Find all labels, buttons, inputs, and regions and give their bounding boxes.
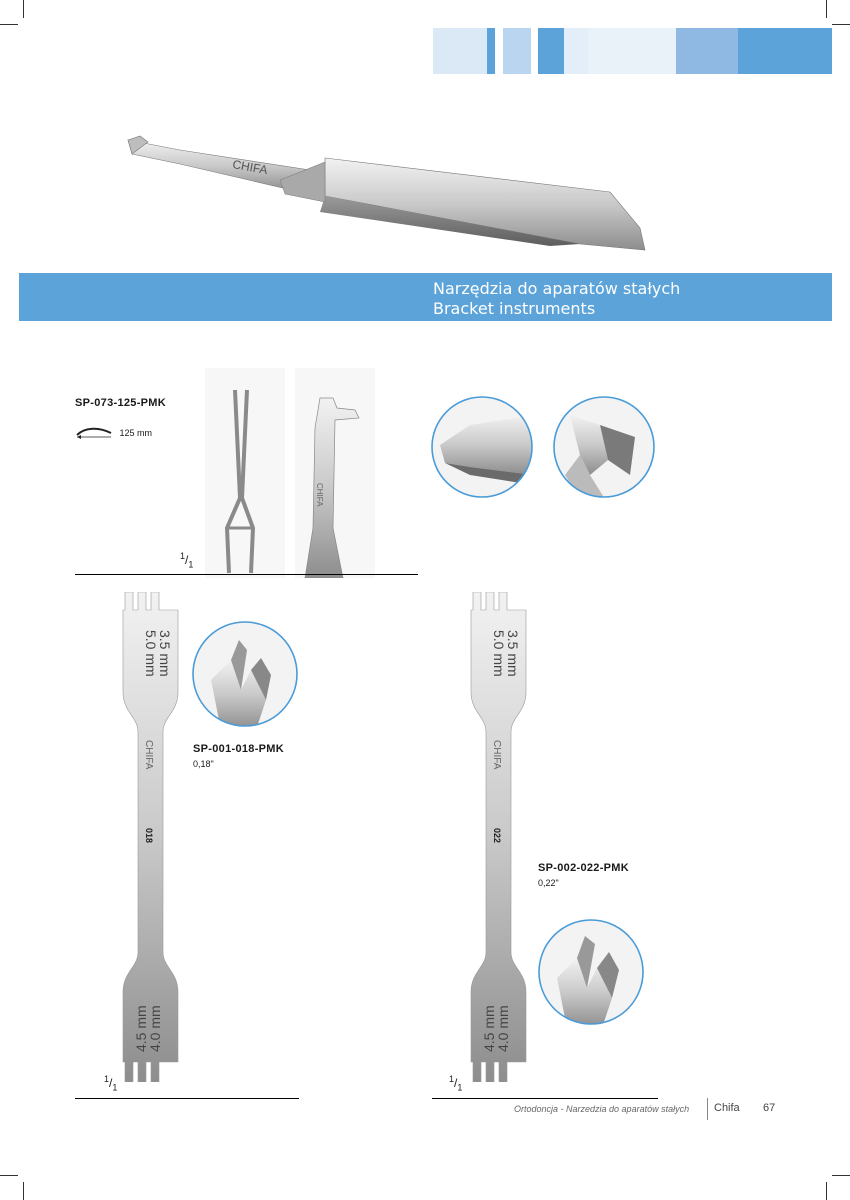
- gauge-top-mark-b: 5.0 mm: [143, 630, 159, 677]
- footer-divider: [707, 1098, 708, 1120]
- length-label: 125 mm: [119, 428, 152, 438]
- section-title: [433, 279, 680, 319]
- crop-mark: [23, 1182, 24, 1200]
- section-divider: [75, 1098, 299, 1099]
- tip-detail-image: [430, 395, 534, 499]
- crop-mark: [0, 1175, 18, 1176]
- gauge-brand-engraving: CHIFA: [143, 740, 154, 770]
- bracket-gauge-022-image: [466, 592, 536, 1082]
- product-size: 0,22": [538, 878, 559, 888]
- gauge-brand-engraving: CHIFA: [491, 740, 502, 770]
- color-band: [503, 28, 531, 74]
- gauge-top-mark-b: 5.0 mm: [491, 630, 507, 677]
- color-band: [738, 28, 832, 74]
- hero-brand-engraving: CHIFA: [231, 157, 269, 178]
- gauge-bottom-mark-a: 4.5 mm: [481, 1005, 497, 1052]
- crop-mark: [23, 0, 24, 18]
- page-number: 67: [763, 1102, 776, 1114]
- gauge-bottom-mark-a: 4.5 mm: [133, 1005, 149, 1052]
- gauge-top-mark-a: 3.5 mm: [505, 630, 521, 677]
- crop-mark: [826, 0, 827, 18]
- footer-section-title: Ortodoncja - Narzedzia do aparatów stałych: [514, 1104, 690, 1114]
- color-band: [433, 28, 487, 74]
- tweezer-closeup-image: [205, 368, 385, 578]
- color-band: [676, 28, 738, 74]
- detail-circles: [430, 395, 660, 505]
- scale-indicator: $^1/_1$: [180, 551, 194, 570]
- crop-mark: [832, 24, 850, 25]
- gauge-022-detail-circle: [537, 918, 645, 1026]
- crop-mark: [0, 24, 18, 25]
- gauge-bottom-mark-b: 4.0 mm: [147, 1005, 163, 1052]
- gauge-018-detail-circle: [191, 620, 299, 728]
- section-divider: [432, 1098, 658, 1099]
- section-title-en: Bracket instruments: [433, 299, 596, 318]
- length-indicator: [75, 423, 152, 441]
- hero-tweezer-image: [120, 120, 660, 270]
- scale-indicator: $^1/_1$: [449, 1074, 463, 1093]
- gauge-bottom-mark-b: 4.0 mm: [495, 1005, 511, 1052]
- product-code: SP-073-125-PMK: [75, 397, 167, 409]
- band-light: [588, 28, 676, 74]
- bracket-gauge-018-image: [118, 592, 188, 1082]
- band-gap: [495, 28, 503, 74]
- gauge-number: 018: [144, 828, 154, 844]
- color-band: [487, 28, 495, 74]
- product-code: SP-002-022-PMK: [538, 862, 630, 874]
- crop-mark: [832, 1175, 850, 1176]
- crop-mark: [826, 1182, 827, 1200]
- product-size: 0,18": [193, 759, 214, 769]
- color-band: [538, 28, 564, 74]
- scale-indicator: $^1/_1$: [104, 1074, 118, 1093]
- tweezer-length-icon: [75, 425, 115, 439]
- color-band: [564, 28, 588, 74]
- gauge-number: 022: [492, 828, 502, 844]
- gauge-top-mark-a: 3.5 mm: [157, 630, 173, 677]
- footer-brand: Chifa: [714, 1102, 740, 1114]
- section-banner: [19, 273, 832, 321]
- section-divider: [75, 574, 418, 575]
- section-title-pl: Narzędzia do aparatów stałych: [433, 279, 681, 298]
- tweezer-brand-engraving: CHIFA: [315, 483, 324, 507]
- product-code: SP-001-018-PMK: [193, 743, 285, 755]
